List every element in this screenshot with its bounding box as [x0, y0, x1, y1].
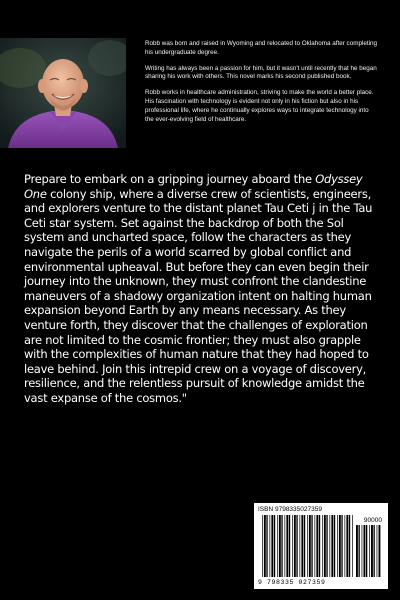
barcode-bar — [315, 515, 316, 577]
ship-name: Odyssey One — [24, 172, 363, 201]
blurb-intro: Prepare to embark on a gripping journey aboard the — [24, 172, 316, 186]
barcode-bar — [262, 515, 263, 577]
isbn-label: ISBN 9798335027359 — [258, 506, 322, 513]
barcode-bar — [309, 515, 311, 577]
barcode-bar — [362, 525, 363, 577]
barcode-bar — [271, 515, 273, 577]
barcode-bar — [377, 525, 378, 577]
barcode-bar — [352, 515, 353, 577]
barcode-digits: 9 798335 027359 — [258, 579, 326, 586]
barcode-bar — [281, 515, 282, 577]
barcode-bar — [264, 515, 266, 577]
barcode-bar — [266, 515, 267, 577]
barcode-bar — [326, 515, 327, 577]
author-photo — [0, 38, 126, 148]
barcode-bar — [341, 515, 342, 577]
barcode-bar — [296, 515, 297, 577]
barcode-bar — [289, 515, 290, 577]
bio-paragraph: Writing has always been a passion for him, but it wasn't until recently that he began sharing his work with others. This novel marks his second published book. — [145, 64, 377, 81]
bio-paragraph: Robb was born and raised in Wyoming and relocated to Oklahoma after completing his undergraduate degree. — [145, 40, 378, 56]
barcode-bar — [277, 515, 278, 577]
barcode-bar — [292, 515, 293, 577]
barcode-bar — [337, 515, 338, 577]
barcode-bar — [270, 515, 271, 577]
barcode-bar — [307, 515, 308, 577]
author-bio — [145, 40, 377, 131]
price-code: 90000 — [363, 517, 382, 524]
barcode-bar — [330, 515, 331, 577]
barcode-bar — [316, 515, 318, 577]
barcode-bar — [300, 515, 301, 577]
barcode-bar — [319, 515, 320, 577]
barcode-bar — [286, 515, 288, 577]
barcode-bar — [364, 525, 366, 577]
barcode-bar — [366, 525, 367, 577]
isbn-barcode — [254, 503, 388, 589]
barcode-bar — [379, 525, 381, 577]
barcode-bar — [322, 515, 323, 577]
author-photo-illustration — [0, 38, 126, 148]
barcode-bar — [349, 515, 350, 577]
barcode-bar — [279, 515, 281, 577]
barcode-bar — [345, 515, 346, 577]
book-blurb — [24, 172, 382, 406]
barcode-bar — [374, 525, 375, 577]
blurb-body: colony ship, where a diverse crew of scientists, engineers, and explorers venture to the distant planet Tau Ceti j in the Tau Ceti star system. Set against the backdrop of both the Sol system and uncharted space, follow the characters as they navigate the perils of a world scarred by global conflict and environmental upheaval. But before they can even begin their journey into the unknown, they must confront the clandestine maneuvers of a shadowy organization intent on halting human expansion beyond Earth by any means necessary. As they venture forth, they discover that the challenges of exploration are not limited to the cosmic frontier; they must also grapple with the complexities of human nature that they had hoped to leave behind. Join this intrepid crew on a voyage of discovery, resilience, and the relentless pursuit of knowledge amidst the vast expanse of the cosmos." — [24, 186, 373, 405]
barcode-bar — [331, 515, 333, 577]
barcode-bar — [324, 515, 326, 577]
barcode-bar — [311, 515, 312, 577]
barcode-bar — [285, 515, 286, 577]
barcode-bars — [262, 515, 354, 577]
barcode-addon-bars — [356, 525, 382, 577]
barcode-bar — [334, 515, 335, 577]
barcode-bar — [359, 525, 360, 577]
barcode-bar — [371, 525, 373, 577]
barcode-bar — [294, 515, 296, 577]
barcode-bar — [301, 515, 303, 577]
barcode-bar — [346, 515, 348, 577]
barcode-bar — [356, 525, 358, 577]
barcode-bar — [274, 515, 275, 577]
barcode-bar — [304, 515, 305, 577]
barcode-bar — [369, 525, 370, 577]
barcode-bar — [339, 515, 341, 577]
bio-paragraph: Robb works in healthcare administration, striving to make the world a better place. His fascination with technology is evident not only in his fiction but also in his professional life, where he continually explores ways to integrate technology into the ever-evolving field of healthcare. — [145, 89, 374, 123]
